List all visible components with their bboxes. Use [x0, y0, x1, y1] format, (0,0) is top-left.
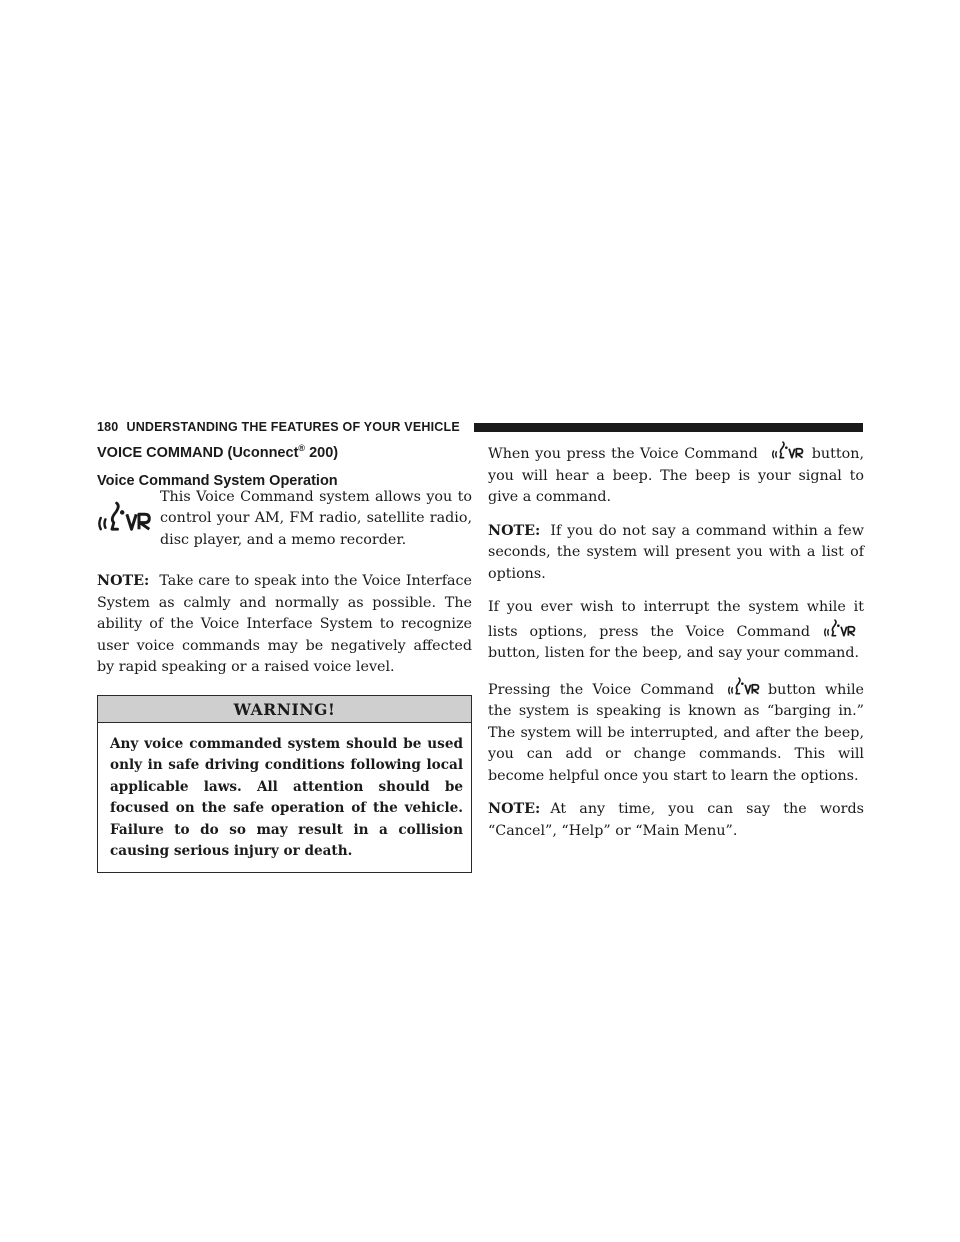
warning-body: Any voice commanded system should be used only in safe driving conditions following local applicable laws. All attention should be focused on the safe operation of the vehicle. Failure to do so may result in a collision causing serious injury or death.	[110, 735, 463, 860]
press-voice-paragraph: When you press the Voice Command button, you will hear a beep. The beep is your signal to give a command.	[488, 441, 864, 509]
warning-title: WARNING!	[98, 696, 471, 723]
intro-block	[97, 489, 472, 564]
running-header	[97, 419, 863, 435]
voice-command-vr-icon	[822, 619, 858, 639]
interrupt-paragraph: If you ever wish to interrupt the system while it lists options, press the Voice Commandbutton, listen for the beep, and say your command.	[488, 599, 864, 661]
page-header-text	[97, 420, 468, 434]
header-rule	[474, 423, 863, 432]
intro-paragraph: This Voice Command system allows you to control your AM, FM radio, satellite radio, disc player, and a memo recorder.	[160, 488, 472, 548]
voice-command-vr-icon	[726, 677, 762, 697]
note-paragraph: NOTE: If you do not say a command within a few seconds, the system will present you with a list of options.	[488, 522, 864, 582]
warning-box	[97, 695, 472, 873]
note-paragraph: NOTE: Take care to speak into the Voice Interface System as calmly and normally as possible. The ability of the Voice Interface System to recognize user voice commands may be negatively affected by rapid speaking or a raised voice level.	[97, 573, 472, 676]
subsection-title: Voice Command System Operation	[97, 472, 338, 489]
page-number: 180	[97, 420, 119, 434]
barging-in-paragraph: Pressing the Voice Command button while the system is speaking is known as “barging in.” The system will be interrupted, and after the beep, you can add or change commands. This will become helpful once you start to learn the options.	[488, 677, 864, 788]
section-title: VOICE COMMAND (Uconnect® 200)	[97, 443, 339, 461]
right-column	[488, 441, 864, 854]
left-column	[97, 443, 472, 873]
voice-command-vr-icon	[770, 441, 806, 461]
running-title: UNDERSTANDING THE FEATURES OF YOUR VEHICLE	[126, 420, 460, 434]
note-paragraph: NOTE: At any time, you can say the words “Cancel”, “Help” or “Main Menu”.	[488, 801, 864, 839]
voice-command-vr-icon	[97, 501, 153, 535]
